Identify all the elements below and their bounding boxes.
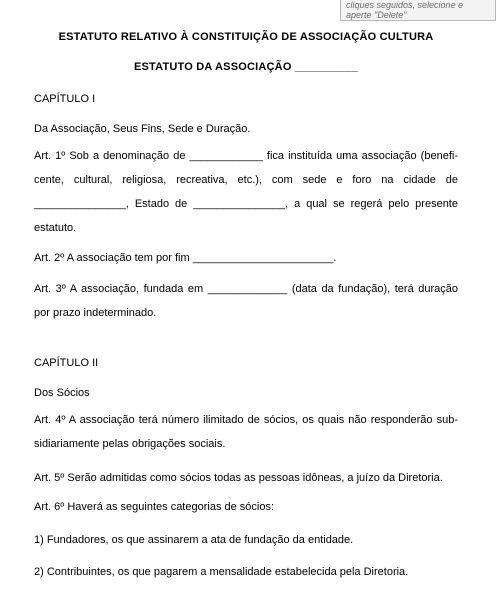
delete-hint-tooltip	[340, 0, 496, 21]
article-2: Art. 2º A associação tem por fim _______________________.	[34, 252, 337, 264]
chapter-2-heading: Dos Sócios	[34, 387, 90, 399]
chapter-1-label: CAPÍTULO I	[34, 93, 96, 105]
list-item-fundadores: 1) Fundadores, os que assinarem a ata de fundação da entidade.	[34, 534, 354, 546]
document-page	[34, 28, 458, 579]
chapter-1-heading: Da Associação, Seus Fins, Sede e Duração.	[34, 123, 251, 135]
document-subtitle: ESTATUTO DA ASSOCIAÇÃO __________	[133, 61, 359, 73]
tooltip-line-2: aperte "Delete"	[346, 10, 407, 20]
article-5: Art. 5º Serão admitidas como sócios todas as pessoas idôneas, a juízo da Diretoria.	[34, 472, 443, 484]
list-item-contribuintes: 2) Contribuintes, os que pagarem a mensalidade estabelecida pela Diretoria.	[34, 566, 409, 578]
document-title: ESTATUTO RELATIVO À CONSTITUIÇÃO DE ASSOCIAÇÃO CULTURA	[58, 31, 434, 43]
tooltip-line-1: cliques seguidos, selecione e	[346, 0, 464, 10]
article-3: Art. 3º A associação, fundada em _____________ (data da fundação), terá duração por prazo indeterminado.	[34, 283, 458, 319]
chapter-2-label: CAPÍTULO II	[34, 357, 99, 369]
article-4: Art. 4º A associação terá número ilimitado de sócios, os quais não responderão subsidiariamente pelas obrigações sociais.	[34, 414, 458, 450]
article-6: Art. 6º Haverá as seguintes categorias de sócios:	[34, 501, 275, 513]
article-1: Art. 1º Sob a denominação de ____________ fica instituída uma associação (beneficente, cultural, religiosa, recreativa, etc.), com sede e foro na cidade de _______________, Estado de _______________, a qual se regerá pelo presente estatuto.	[34, 150, 458, 234]
